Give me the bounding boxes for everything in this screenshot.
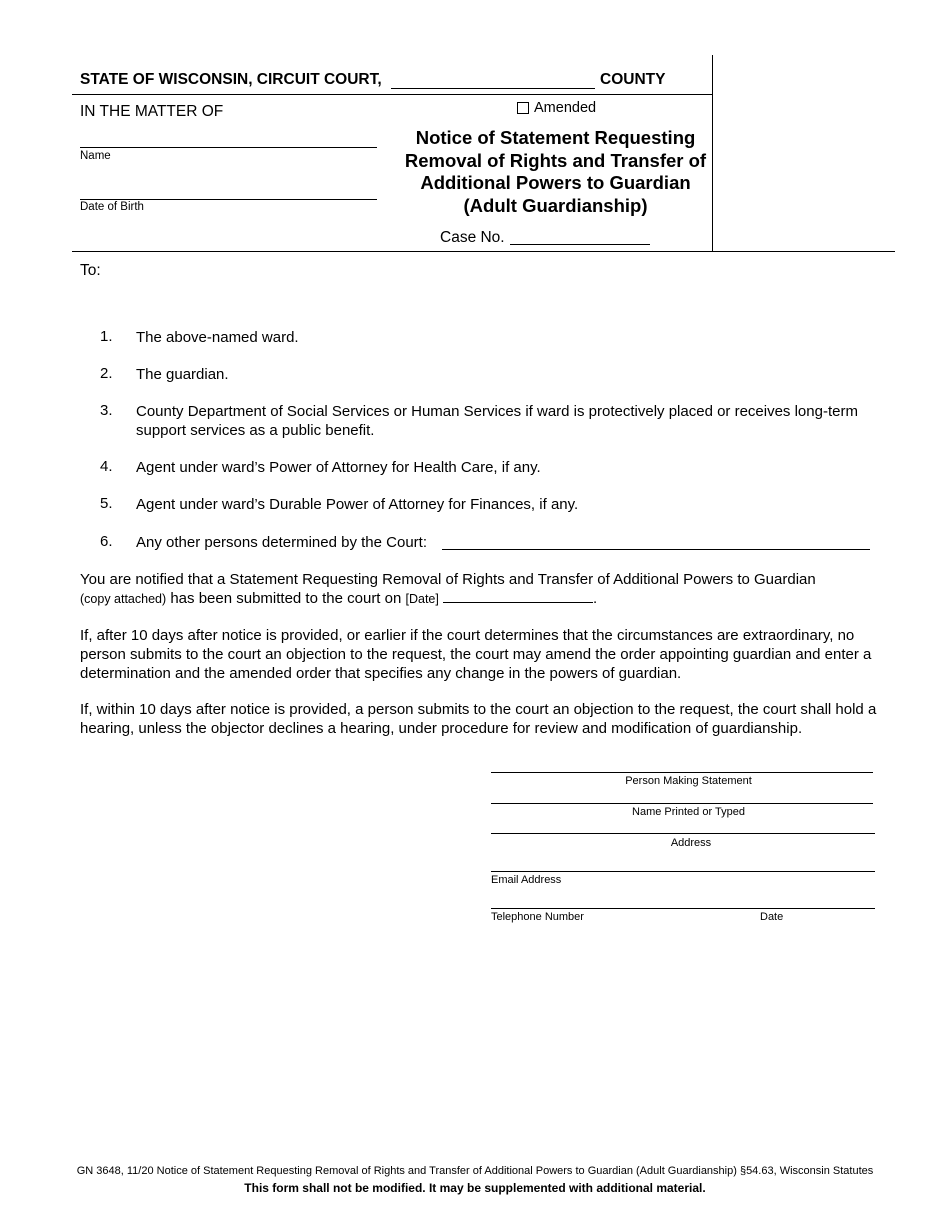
list-text: Agent under ward’s Durable Power of Attorney for Finances, if any. [136,496,579,513]
list-item [100,402,900,440]
list-text: Agent under ward’s Power of Attorney for Health Care, if any. [136,459,541,476]
header-bottom-rule [72,251,895,252]
form-title [398,127,713,217]
amended-label: Amended [534,100,597,116]
within-10-days-paragraph: If, within 10 days after notice is provided, a person submits to the court an objection to the request, the court shall hold a hearing, unless the objector declines a hearing, under procedure for review and modification of guardianship. [80,701,877,737]
person-making-statement-label: Person Making Statement [625,775,752,787]
list-number: 5. [100,495,113,512]
list-text: The above-named ward. [136,329,299,346]
header-title-underline [72,94,712,95]
email-label: Email Address [491,874,562,886]
list-number: 4. [100,458,113,475]
matter-label: IN THE MATTER OF [80,103,224,120]
list-text: County Department of Social Services or Human Services if ward is protectively placed or receives long-term support services as a public benefit. [136,403,858,439]
date-label: [Date] [405,592,439,606]
form-title-line: (Adult Guardianship) [463,194,648,216]
county-input-line[interactable] [391,88,595,89]
list-item [100,365,900,384]
copy-attached-note: (copy attached) [80,592,167,606]
case-no-label: Case No. [440,229,505,246]
list-number: 6. [100,533,113,550]
list-text: The guardian. [136,366,229,383]
name-printed-input-line[interactable] [491,803,873,804]
notice-period: . [593,590,598,607]
dob-input-line[interactable] [80,199,377,200]
name-label: Name [80,150,111,162]
notice-line-1: You are notified that a Statement Requesting Removal of Rights and Transfer of Additional Powers to Guardian [80,571,816,588]
list-item [100,458,900,477]
name-input-line[interactable] [80,147,377,148]
form-footer-id: GN 3648, 11/20 Notice of Statement Requesting Removal of Rights and Transfer of Additional Powers to Guardian (Adult Guardianship) §54.63, Wisconsin Statutes [76,1165,874,1177]
address-label: Address [670,837,712,849]
submitted-text: has been submitted to the court on [170,590,402,607]
list-number: 3. [100,402,113,419]
court-title: STATE OF WISCONSIN, CIRCUIT COURT, [80,71,382,88]
list-item [100,495,900,514]
form-title-line: Removal of Rights and Transfer of [404,149,707,171]
list-item [100,328,900,347]
case-no-input-line[interactable] [510,244,650,245]
telephone-date-input-line[interactable] [491,908,875,909]
list-text: Any other persons determined by the Court: [136,534,427,551]
dob-label: Date of Birth [80,201,144,213]
address-input-line[interactable] [491,833,875,834]
date-input-line[interactable] [443,590,593,603]
name-printed-label: Name Printed or Typed [632,806,745,818]
signature-input-line[interactable] [491,772,873,773]
list-number: 2. [100,365,113,382]
telephone-label: Telephone Number [491,911,584,923]
form-title-line: Notice of Statement Requesting [415,127,696,148]
notice-line-2 [80,589,895,609]
to-label: To: [80,262,101,279]
other-persons-input-line[interactable] [442,549,870,550]
county-label: COUNTY [600,71,666,88]
form-footer-notice: This form shall not be modified. It may be supplemented with additional material. [244,1181,706,1195]
amended-checkbox[interactable] [517,102,529,114]
notice-paragraph [80,570,895,609]
list-number: 1. [100,328,113,345]
form-title-line: Additional Powers to Guardian [420,172,691,193]
amended-option[interactable] [517,100,596,116]
email-input-line[interactable] [491,871,875,872]
date-signature-label: Date [760,911,784,923]
after-10-days-paragraph: If, after 10 days after notice is provided, or earlier if the court determines that the circumstances are extraordinary, no person submits to the court an objection to the request, the court may amend the order appointing guardian and enter a determination and the amended order that specifies any change in the powers of guardian. [80,627,872,682]
